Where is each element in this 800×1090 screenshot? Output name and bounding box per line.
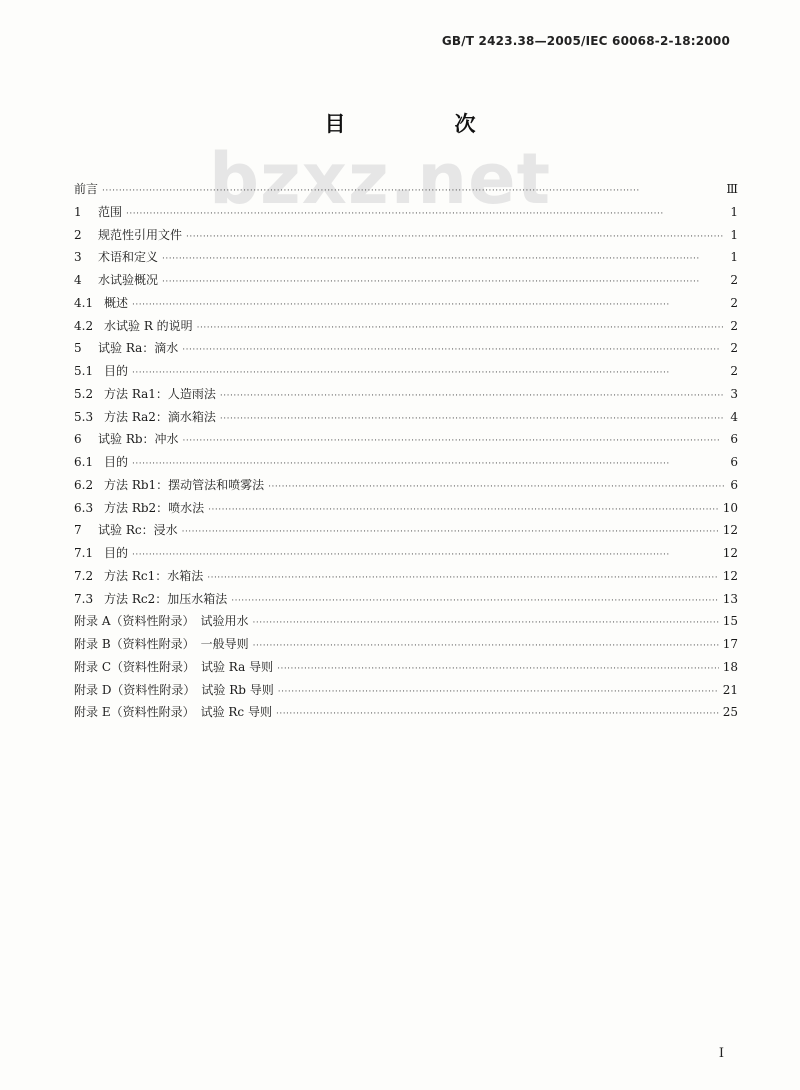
toc-entry-label: 规范性引用文件	[98, 227, 183, 242]
toc-entry-label: 方法 Rb2：喷水法	[104, 500, 205, 515]
toc-entry[interactable]	[74, 246, 738, 269]
toc-leader-dots	[182, 339, 724, 362]
toc-entry[interactable]	[74, 178, 738, 201]
toc-leader-dots	[197, 317, 724, 340]
toc-entry-page: 4	[730, 409, 738, 424]
toc-entry-label: 方法 Rb1：摆动管法和喷雾法	[104, 477, 265, 492]
toc-leader-dots	[162, 271, 724, 294]
toc-leader-dots	[277, 658, 719, 681]
toc-leader-dots	[220, 385, 724, 408]
toc-entry-page: 1	[730, 204, 738, 219]
toc-entry[interactable]	[74, 406, 738, 429]
toc-entry-number: 7.1	[74, 546, 94, 560]
toc-entry-page: 2	[730, 273, 738, 287]
toc-entry[interactable]	[74, 292, 738, 315]
toc-entry-label: 方法 Rc1：水箱法	[104, 568, 204, 583]
toc-leader-dots	[252, 612, 718, 635]
toc-entry-page: 12	[722, 568, 738, 583]
toc-entry-number: 4.2	[74, 318, 94, 333]
toc-leader-dots	[183, 430, 724, 453]
toc-entry-label: 试验 Rc：浸水	[98, 523, 178, 538]
toc-leader-dots	[132, 362, 724, 385]
toc-entry-label: 附录 B（资料性附录） 一般导则	[74, 637, 249, 651]
toc-entry-label: 附录 A（资料性附录） 试验用水	[74, 614, 249, 629]
toc-leader-dots	[186, 226, 724, 249]
toc-entry[interactable]	[74, 656, 738, 679]
toc-entry-label: 水试验 R 的说明	[104, 318, 193, 333]
toc-entry-label: 附录 D（资料性附录） 试验 Rb 导则	[74, 682, 274, 697]
toc-entry[interactable]	[74, 519, 738, 542]
toc-entry[interactable]	[74, 633, 738, 656]
toc-entry-page: 12	[722, 546, 738, 560]
toc-leader-dots	[278, 681, 719, 704]
toc-entry[interactable]	[74, 360, 738, 383]
toc-entry[interactable]	[74, 542, 738, 565]
toc-entry-number: 7.2	[74, 568, 94, 583]
toc-entry-label: 试验 Rb：冲水	[98, 432, 179, 447]
toc-entry-label: 方法 Ra2：滴水箱法	[104, 409, 216, 424]
toc-entry[interactable]	[74, 679, 738, 702]
toc-entry-page: 10	[722, 500, 738, 515]
toc-entry-page: 2	[730, 364, 738, 378]
toc-entry-number: 5.2	[74, 386, 94, 401]
toc-entry-number: 4	[74, 273, 82, 287]
toc-entry-number: 7.3	[74, 591, 94, 606]
toc-entry-page: 21	[722, 682, 738, 697]
toc-entry[interactable]	[74, 451, 738, 474]
toc-entry-page: 6	[730, 432, 738, 447]
toc-leader-dots	[182, 521, 719, 544]
toc-leader-dots	[126, 203, 724, 226]
toc-entry-label: 方法 Ra1：人造雨法	[104, 386, 216, 401]
toc-entry[interactable]	[74, 315, 738, 338]
toc-entry-number: 5	[74, 341, 82, 356]
toc-entry-label: 范围	[98, 204, 123, 219]
toc-leader-dots	[220, 408, 724, 431]
toc-entry[interactable]	[74, 224, 738, 247]
toc-leader-dots	[132, 544, 719, 567]
toc-entry-label: 试验 Ra：滴水	[98, 341, 179, 356]
toc-leader-dots	[162, 248, 724, 271]
toc-entry[interactable]	[74, 474, 738, 497]
toc-entry-label: 方法 Rc2：加压水箱法	[104, 591, 228, 606]
toc-entry[interactable]	[74, 337, 738, 360]
toc-entry[interactable]	[74, 701, 738, 724]
toc-entry-label: 术语和定义	[98, 250, 159, 265]
toc-entry-label: 前言	[74, 182, 99, 196]
table-of-contents	[74, 178, 738, 724]
toc-entry-page: Ⅲ	[726, 182, 738, 196]
toc-entry-page: 6	[730, 455, 738, 469]
toc-entry[interactable]	[74, 383, 738, 406]
toc-entry-page: 15	[722, 614, 738, 629]
toc-entry-label: 目的	[104, 364, 129, 378]
toc-entry[interactable]	[74, 565, 738, 588]
toc-leader-dots	[276, 703, 719, 726]
toc-entry-page: 2	[730, 341, 738, 356]
toc-entry-label: 目的	[104, 455, 129, 469]
toc-entry-number: 3	[74, 250, 82, 265]
toc-entry-page: 6	[730, 477, 738, 492]
toc-entry-label: 附录 E（资料性附录） 试验 Rc 导则	[74, 705, 272, 720]
toc-entry-number: 5.1	[74, 364, 94, 378]
toc-entry-number: 6.1	[74, 455, 94, 469]
toc-entry-number: 1	[74, 204, 82, 219]
toc-leader-dots	[132, 294, 724, 317]
toc-entry-number: 6.2	[74, 477, 94, 492]
toc-entry-number: 6	[74, 432, 82, 447]
toc-entry-number: 5.3	[74, 409, 94, 424]
toc-entry-page: 2	[730, 295, 738, 310]
toc-entry-number: 6.3	[74, 500, 94, 515]
toc-leader-dots	[207, 567, 719, 590]
toc-entry-page: 18	[722, 659, 738, 674]
toc-entry-page: 1	[730, 227, 738, 242]
toc-leader-dots	[102, 180, 722, 203]
toc-entry-page: 17	[722, 637, 738, 651]
toc-entry-page: 13	[722, 591, 738, 606]
toc-leader-dots	[268, 476, 724, 499]
toc-leader-dots	[231, 590, 719, 613]
page-title: 目 次	[324, 112, 520, 136]
toc-entry-label: 水试验概况	[98, 273, 159, 287]
toc-leader-dots	[208, 499, 719, 522]
toc-entry-number: 2	[74, 227, 82, 242]
toc-entry-page: 12	[722, 523, 738, 538]
toc-entry[interactable]	[74, 610, 738, 633]
toc-entry-page: 2	[730, 318, 738, 333]
toc-entry-number: 4.1	[74, 295, 94, 310]
toc-leader-dots	[253, 635, 719, 658]
toc-entry[interactable]	[74, 588, 738, 611]
toc-entry-label: 概述	[104, 295, 129, 310]
toc-entry[interactable]	[74, 497, 738, 520]
standard-number: GB/T 2423.38—2005/IEC 60068-2-18:2000	[441, 34, 730, 48]
watermark: bzxz.net	[208, 138, 552, 220]
toc-entry-number: 7	[74, 523, 82, 538]
page-number: Ⅰ	[718, 1046, 724, 1061]
toc-entry-page: 25	[722, 705, 738, 720]
toc-leader-dots	[132, 453, 724, 476]
toc-entry-page: 3	[730, 386, 738, 401]
toc-entry-label: 附录 C（资料性附录） 试验 Ra 导则	[74, 659, 274, 674]
toc-entry-label: 目的	[104, 546, 129, 560]
toc-entry[interactable]	[74, 269, 738, 292]
toc-entry-page: 1	[730, 250, 738, 265]
toc-entry[interactable]	[74, 428, 738, 451]
toc-entry[interactable]	[74, 201, 738, 224]
